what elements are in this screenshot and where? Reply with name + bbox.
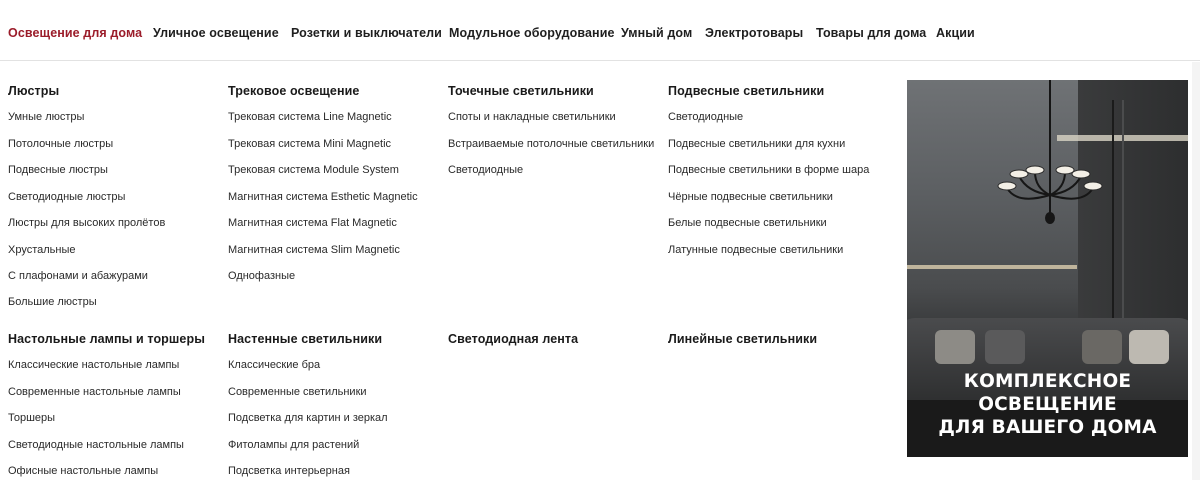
nav-item-smart-home[interactable]: Умный дом	[621, 26, 693, 40]
top-navigation	[0, 0, 1200, 61]
menu-link[interactable]: Магнитная система Esthetic Magnetic	[228, 191, 418, 203]
menu-link[interactable]: Латунные подвесные светильники	[668, 244, 844, 256]
banner-cushion	[1129, 330, 1169, 364]
category-heading-table-lamps[interactable]: Настольные лампы и торшеры	[8, 332, 205, 346]
menu-link[interactable]: Подвесные светильники в форме шара	[668, 164, 870, 176]
banner-cushion	[935, 330, 975, 364]
promo-banner[interactable]	[907, 80, 1188, 457]
menu-link[interactable]: Офисные настольные лампы	[8, 465, 159, 477]
nav-item-home-lighting[interactable]: Освещение для дома	[8, 26, 143, 40]
nav-item-home-goods[interactable]: Товары для дома	[816, 26, 927, 40]
menu-link[interactable]: Потолочные люстры	[8, 138, 114, 150]
nav-item-sockets-switches[interactable]: Розетки и выключатели	[291, 26, 442, 40]
menu-link[interactable]: С плафонами и абажурами	[8, 270, 148, 282]
menu-link[interactable]: Торшеры	[8, 412, 56, 424]
menu-link[interactable]: Чёрные подвесные светильники	[668, 191, 833, 203]
menu-link[interactable]: Споты и накладные светильники	[448, 111, 616, 123]
banner-cushion	[1082, 330, 1122, 364]
menu-link[interactable]: Трековая система Mini Magnetic	[228, 138, 392, 150]
menu-link[interactable]: Магнитная система Flat Magnetic	[228, 217, 397, 229]
nav-item-promotions[interactable]: Акции	[936, 26, 975, 40]
menu-link[interactable]: Хрустальные	[8, 244, 76, 256]
menu-link[interactable]: Трековая система Line Magnetic	[228, 111, 392, 123]
menu-link[interactable]: Белые подвесные светильники	[668, 217, 827, 229]
nav-item-modular-equipment[interactable]: Модульное оборудование	[449, 26, 615, 40]
menu-link[interactable]: Современные светильники	[228, 386, 367, 398]
scrollbar[interactable]	[1192, 62, 1200, 480]
menu-link[interactable]: Люстры для высоких пролётов	[8, 217, 166, 229]
banner-cushion	[985, 330, 1025, 364]
menu-link[interactable]: Подвесные светильники для кухни	[668, 138, 846, 150]
menu-link[interactable]: Светодиодные	[448, 164, 524, 176]
menu-link[interactable]: Однофазные	[228, 270, 296, 282]
menu-link[interactable]: Встраиваемые потолочные светильники	[448, 138, 655, 150]
category-heading-linear-lights[interactable]: Линейные светильники	[668, 332, 818, 346]
menu-link[interactable]: Большие люстры	[8, 296, 97, 308]
category-heading-pendant-lights[interactable]: Подвесные светильники	[668, 84, 825, 98]
menu-link[interactable]: Подсветка для картин и зеркал	[228, 412, 388, 424]
category-heading-wall-lights[interactable]: Настенные светильники	[228, 332, 383, 346]
menu-link[interactable]: Фитолампы для растений	[228, 439, 360, 451]
category-heading-chandeliers[interactable]: Люстры	[8, 84, 60, 98]
menu-link[interactable]: Подсветка интерьерная	[228, 465, 350, 477]
category-heading-spot-lights[interactable]: Точечные светильники	[448, 84, 594, 98]
menu-link[interactable]: Светодиодные	[668, 111, 744, 123]
menu-link[interactable]: Классические настольные лампы	[8, 359, 180, 371]
banner-headline: КОМПЛЕКСНОЕ ОСВЕЩЕНИЕ ДЛЯ ВАШЕГО ДОМА	[938, 371, 1157, 438]
menu-link[interactable]: Умные люстры	[8, 111, 85, 123]
menu-link[interactable]: Трековая система Module System	[228, 164, 399, 176]
nav-item-street-lighting[interactable]: Уличное освещение	[153, 26, 279, 40]
menu-link[interactable]: Современные настольные лампы	[8, 386, 181, 398]
chandelier-illustration	[907, 80, 1188, 240]
menu-link[interactable]: Светодиодные люстры	[8, 191, 126, 203]
menu-link[interactable]: Классические бра	[228, 359, 321, 371]
category-heading-track-lighting[interactable]: Трековое освещение	[228, 84, 360, 98]
menu-link[interactable]: Подвесные люстры	[8, 164, 108, 176]
menu-link[interactable]: Магнитная система Slim Magnetic	[228, 244, 400, 256]
menu-link[interactable]: Светодиодные настольные лампы	[8, 439, 184, 451]
banner-shelf-light	[907, 265, 1077, 269]
category-heading-led-strip[interactable]: Светодиодная лента	[448, 332, 579, 346]
nav-item-electrical-goods[interactable]: Электротовары	[705, 26, 804, 40]
